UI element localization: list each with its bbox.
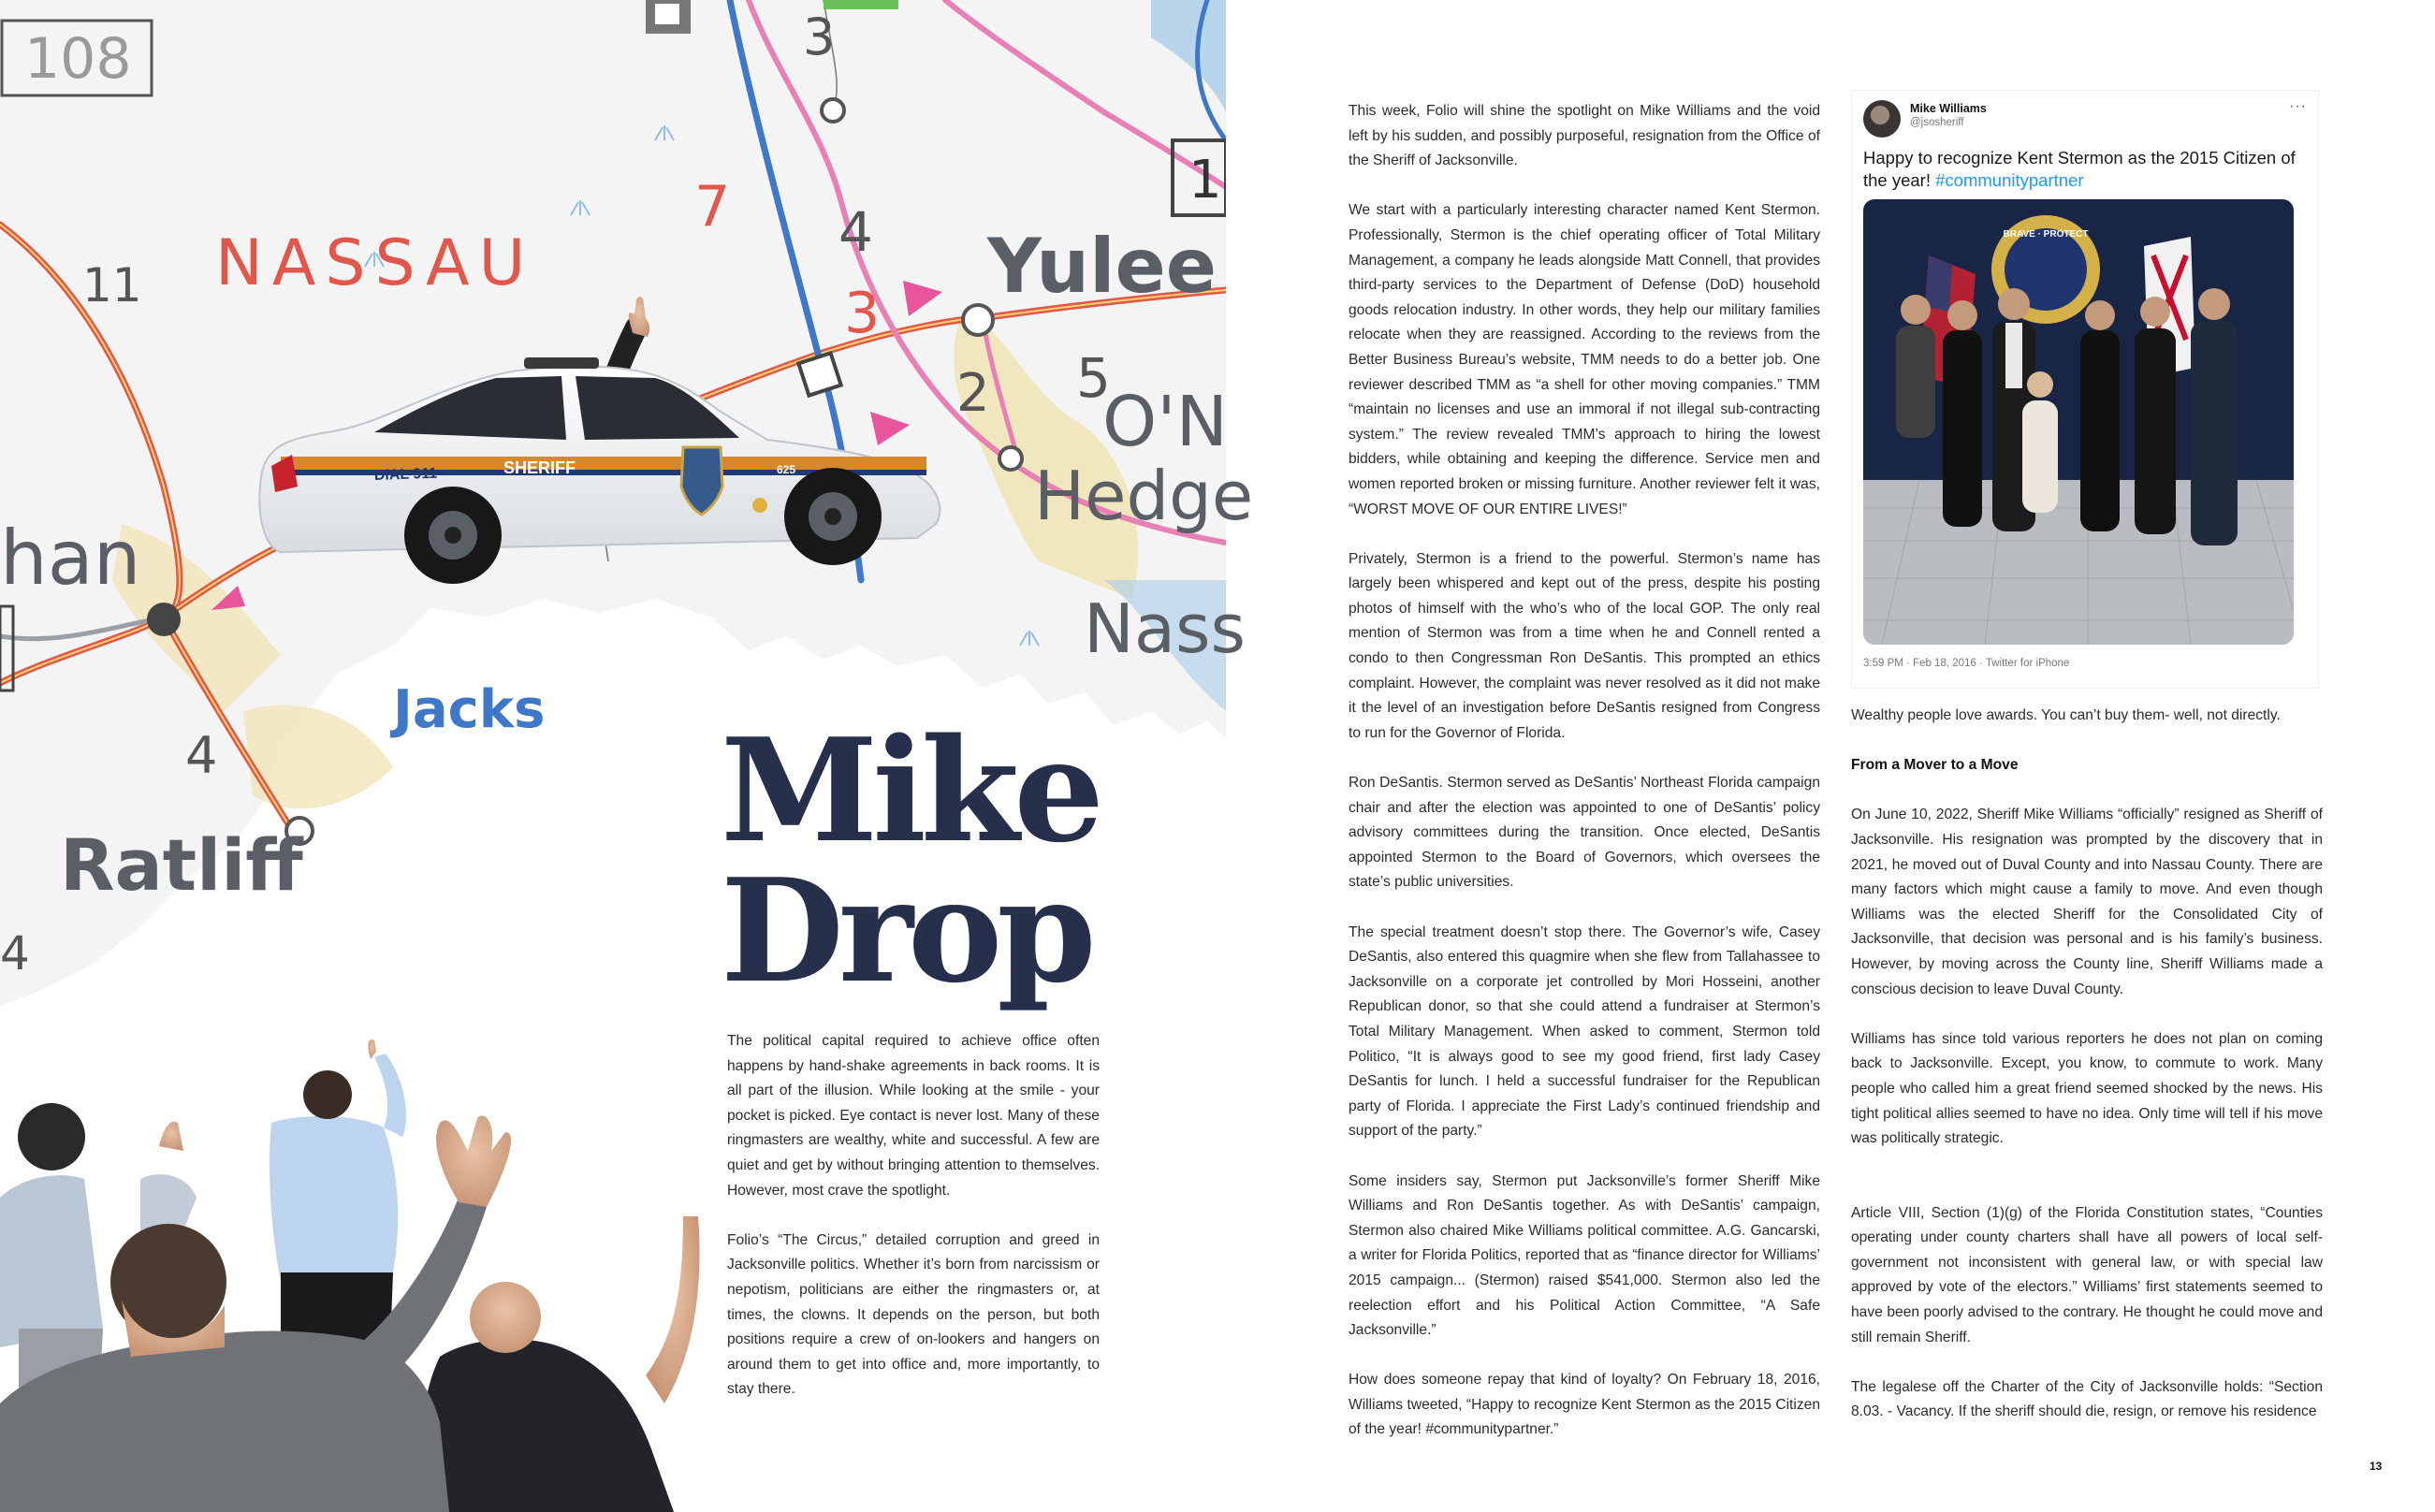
map-nassau-partial-label: Nass	[1084, 589, 1247, 668]
body-paragraph: On June 10, 2022, Sheriff Mike Williams “officially” resigned as Sheriff of Jacksonville. His resignation was prompted by the discovery that in 2021, he moved out of Duval County and into Nassau County. There are many factors which might cause a family to move. And even though Williams was the elected Sheriff for the Consolidated City of Jacksonville, that decision was personal and is his family’s business. However, by moving across the County line, Sheriff Williams made a conscious decision to leave Duval County.	[1851, 807, 2323, 997]
map-route-108-label: 108	[24, 26, 132, 92]
map-number-label: 3	[844, 281, 881, 346]
tweet-text-body: Happy to recognize Kent Stermon as the 2015 Citizen of the year!	[1863, 148, 2296, 190]
car-side-text: DIAL 911	[373, 465, 438, 484]
tweet-text	[1863, 147, 2303, 192]
crowd-illustration	[0, 1040, 700, 1512]
tweet-meta: 3:59 PM · Feb 18, 2016 · Twitter for iPhone	[1863, 658, 2070, 669]
body-paragraph: Williams has since told various reporters he does not plan on coming back to Jacksonville. Except, you know, to commute to work. Many people who called him a great friend seemed shocked by the news. His tight political allies seemed to have no idea. Only time will tell if his move was politically strategic.	[1851, 1030, 2323, 1147]
seal-text: BRAVE · PROTECT	[2003, 229, 2089, 240]
middle-column	[1349, 99, 1820, 1468]
body-paragraph: We start with a particularly interesting character named Kent Stermon. Professionally, Stermon is the chief operating officer of Total Military Management, a company he leads alongside Matt Connell, that provides third-party services to the Department of Defense (DoD) household goods relocation industry. In other words, they help our military families relocate when they are reassigned. According to the reviews from the Better Business Bureau’s website, TMM needs to do a better job. One reviewer described TMM as “a shell for other moving companies.” TMM “maintain no licenses and use an immoral if not illegal sub-contracting system.” The review revealed TMM’s approach to hiring the lowest bidders, while obtaining and keeping the difference. Service men and women reported broken or missing furniture. Another reviewer felt it was, “WORST MOVE OF OUR ENTIRE LIVES!”	[1349, 202, 1820, 517]
map-jacksonville-label: Jacks	[393, 679, 546, 740]
map-number-label: 5	[1076, 346, 1111, 410]
body-paragraph: The legalese off the Charter of the City of Jacksonville holds: “Section 8.03. - Vacancy. If the sheriff should die, resign, or remove his residence	[1851, 1378, 2323, 1420]
body-paragraph: Ron DeSantis. Stermon served as DeSantis’ Northeast Florida campaign chair and after the election was appointed to one of DeSantis’ policy advisory committees during the transition. Once elected, DeSantis appointed Stermon to the Board of Governors, which oversees the state’s public universities.	[1349, 775, 1820, 891]
body-paragraph: Privately, Stermon is a friend to the powerful. Stermon’s name has largely been whispered and kept out of the press, despite his posting photos of himself with the who’s who of the local GOP. The only real mention of Stermon was from a time when he and Connell rented a condo to then Congressman Ron DeSantis. This prompted an ethics complaint. However, the complaint was never resolved as it did not make it the level of an investigation before DeSantis resigned from Congress to run for the Governor of Florida.	[1349, 550, 1820, 741]
intro-paragraph: Folio’s “The Circus,” detailed corruption and greed in Jacksonville politics. Whether it’s born from narcissism or nepotism, politicians are either the ringmasters or, at times, the clowns. It depends on the person, but both positions require a crew of on-lookers and hangers on around them to get into office and, more importantly, to stay there.	[727, 1231, 1100, 1398]
right-column	[1851, 704, 2323, 1450]
intro-paragraph: The political capital required to achieve office often happens by hand-shake agreements in back rooms. It is all part of the illusion. While looking at the smile - your pocket is picked. Eye contact is never lost. Many of these ringmasters are wealthy, white and successful. A few are quiet and get by without bringing attention to themselves. However, most crave the spotlight.	[727, 1033, 1100, 1199]
map-ratliff-label: Ratliff	[60, 823, 303, 907]
map-number-label: 11	[82, 258, 142, 313]
body-paragraph: Wealthy people love awards. You can’t buy them- well, not directly.	[1851, 707, 2281, 723]
body-paragraph: How does someone repay that kind of loyalty? On February 18, 2016, Williams tweeted, “Happy to recognize Kent Stermon as the 2015 Citizen of the year! #communitypartner.”	[1349, 1372, 1820, 1438]
tweet-avatar	[1863, 100, 1901, 138]
body-paragraph: Some insiders say, Stermon put Jacksonville’s former Sheriff Mike Williams and Ron DeSantis together. As with DeSantis’ campaign, Stermon also chaired Mike Williams political committee. A.G. Gancarski, a writer for Florida Politics, reported that as “finance director for Williams’ 2015 campaign... (Stermon) raised $541,000. Stermon also led the reelection effort and his Political Action Committee, “A Safe Jacksonville.”	[1349, 1172, 1820, 1339]
map-number-label: 4	[185, 726, 218, 785]
tweet-author-name: Mike Williams	[1910, 102, 1987, 115]
headline-line-2: Drop	[721, 847, 1091, 1014]
map-number-label: 7	[694, 174, 731, 240]
intro-column	[727, 1029, 1100, 1428]
map-number-label: 2	[956, 363, 990, 424]
tweet-author-handle: @jsosheriff	[1910, 117, 1964, 128]
map-number-label: 4	[0, 926, 30, 981]
map-oneil-label: O'N	[1102, 382, 1228, 462]
car-unit-number: 625	[777, 463, 796, 476]
map-callahan-label: han	[0, 515, 141, 602]
page-number: 13	[2369, 1460, 2383, 1473]
more-options-icon: ···	[2289, 98, 2307, 114]
tweet-hashtag: #communitypartner	[1935, 170, 2084, 190]
body-paragraph: This week, Folio will shine the spotlight on Mike Williams and the void left by his sudden, and possibly purposeful, resignation from the Office of the Sheriff of Jacksonville.	[1349, 103, 1820, 169]
map-hedges-label: Hedge	[1034, 457, 1254, 535]
article-headline	[721, 706, 1170, 1014]
map-number-label: 4	[838, 200, 873, 264]
map-number-label: 1	[1188, 150, 1222, 211]
map-number-label: 3	[803, 7, 836, 66]
car-door-text: SHERIFF	[503, 458, 576, 477]
tweet-photo	[1863, 199, 2294, 645]
headline-line-1: Mike	[721, 706, 1100, 874]
map-yulee-label: Yulee	[987, 223, 1217, 310]
embedded-tweet	[1851, 90, 2319, 689]
body-paragraph: The special treatment doesn’t stop there. The Governor’s wife, Casey DeSantis, also entered this quagmire when she flew from Tallahassee to Jacksonville on a corporate jet controlled by Mori Hosseini, another Republican donor, so that she could attend a fundraiser at Stermon’s Total Military Management. When asked to comment, Stermon told Politico, “It is always good to see my good friend, first lady Casey DeSantis for lunch. I held a successful fundraiser for the Republican party of Florida. I appreciate the First Lady’s continued friendship and support of the party.”	[1349, 923, 1820, 1140]
map-nassau-label: NASSAU	[215, 226, 535, 300]
section-heading: From a Mover to a Move	[1851, 757, 2019, 774]
body-paragraph: Article VIII, Section (1)(g) of the Florida Constitution states, “Counties operating under county charters shall have all powers of local self-government not inconsistent with general law, or with special law approved by vote of the electors.” Williams’ first statements seemed to have been poorly advised to the contrary. He thought he could move and still remain Sheriff.	[1851, 1204, 2323, 1345]
